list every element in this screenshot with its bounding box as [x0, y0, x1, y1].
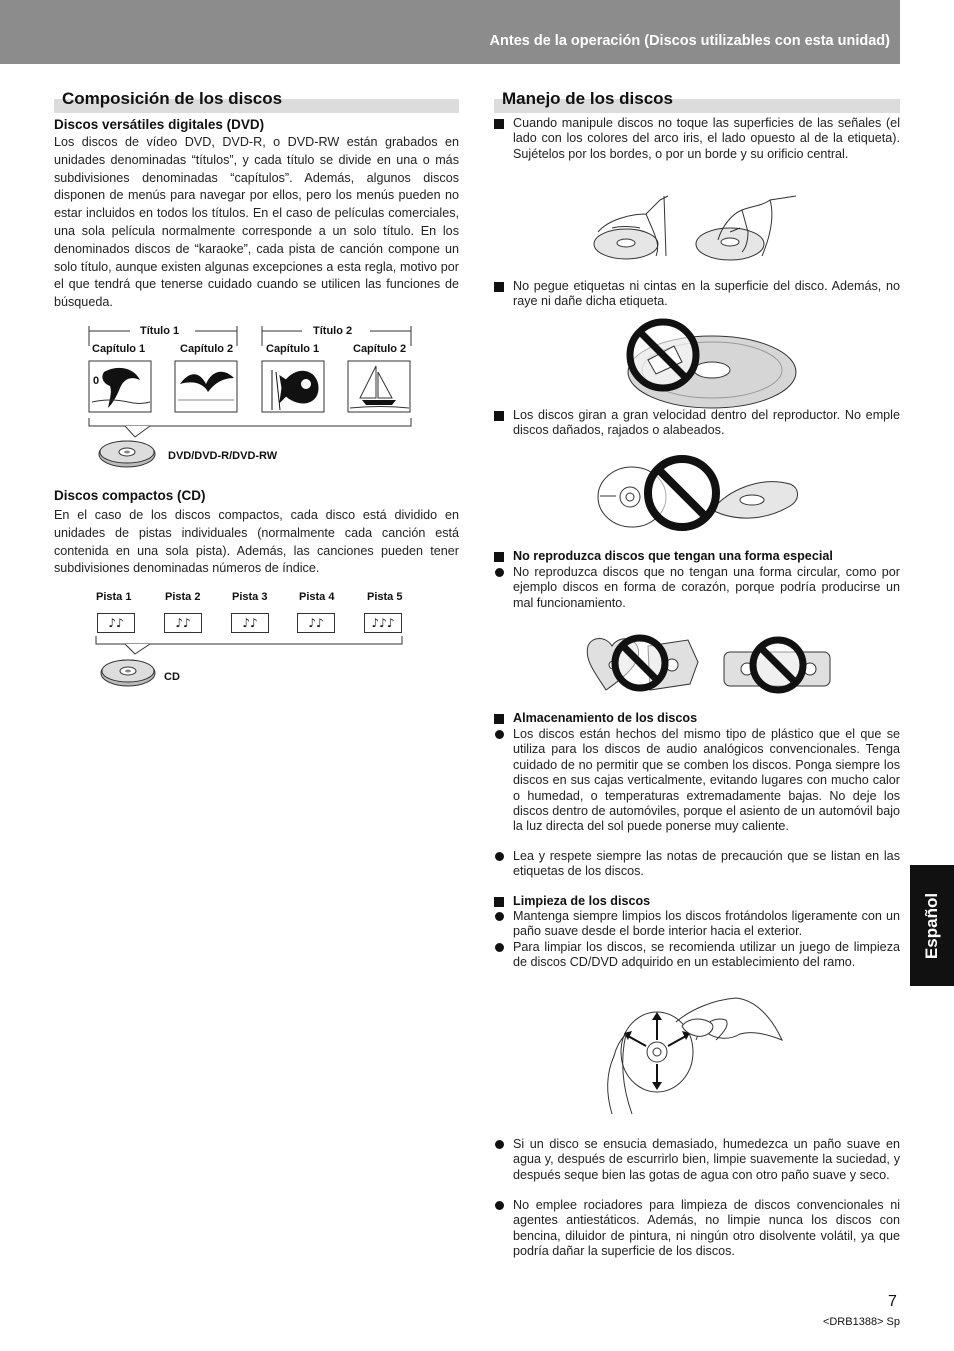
storage-bullet-2: Lea y respete siempre las notas de precaución que se listan en las etiquetas de los discos.	[494, 849, 900, 880]
handling-item-1: Cuando manipule discos no toque las superficies de las señales (el lado con los colores del arco iris, el lado opuesto al de la etiqueta). Sujételos por los bordes, o por un borde y su orificio central.	[494, 116, 900, 162]
track-label: Pista 3	[232, 591, 268, 603]
round-bullet-icon	[495, 1140, 504, 1149]
track-label: Pista 1	[96, 591, 132, 603]
dvd-body: Los discos de vídeo DVD, DVD-R, o DVD-RW están grabados en unidades denominadas “títulos”, y cada título se divide en una o más subdivisiones denominadas “capítulos”. Además, algunos discos disponen de menús para navegar por ellos, pero los menús pueden no estar incluidos en todos los títulos. En el caso de películas comerciales, una sola película normalmente corresponde a un solo título. En los denominados discos de “karaoke”, cada pista de canción compone un solo título, aunque existen algunas excepciones a esta regla, motivo por el que tendrá que tenerse cuidado cuando se utilicen las funciones de búsqueda.	[54, 135, 459, 310]
title2-label: Título 2	[313, 325, 353, 337]
chapter-label: Capítulo 2	[353, 343, 407, 355]
music-note-icon: ♪♪	[231, 613, 269, 633]
music-note-icon: ♪♪♪	[364, 613, 402, 633]
cd-heading: Discos compactos (CD)	[54, 488, 206, 503]
handling-item-2: No pegue etiquetas ni cintas en la superficie del disco. Además, no raye ni dañe dicha etiqueta.	[494, 279, 900, 310]
track-label: Pista 5	[367, 591, 403, 603]
section-title-composition-text: Composición de los discos	[62, 89, 283, 108]
language-tab	[910, 865, 954, 986]
svg-text:0: 0	[93, 375, 100, 387]
page-number: 7	[888, 1293, 897, 1310]
title1-label: Título 1	[140, 325, 180, 337]
music-note-icon: ♪♪	[164, 613, 202, 633]
music-note-icon: ♪♪	[97, 613, 135, 633]
track-label: Pista 2	[165, 591, 201, 603]
header-title: Antes de la operación (Discos utilizables con esta unidad)	[489, 33, 890, 49]
section-title-handling-text: Manejo de los discos	[502, 89, 673, 108]
cleaning-heading-item: Limpieza de los discos	[494, 894, 900, 909]
round-bullet-icon	[495, 1201, 504, 1210]
storage-bullet-1: Los discos están hechos del mismo tipo de plástico que el que se utiliza para los discos de audio analógicos convencionales. Tenga cuidado de no permitir que se comben los discos. Ponga siempre los discos en sus cajas verticalmente, evitando lugares con mucho calor o humedad, o temperaturas extremadamente bajas. No deje los discos dentro de automóviles, porque el asiento de un automóvil bajo la luz directa del sol puede ponerse muy caliente.	[494, 727, 900, 835]
chapter-label: Capítulo 1	[266, 343, 320, 355]
cd-body: En el caso de los discos compactos, cada disco está dividido en unidades de pistas individuales (normalmente cada canción está contenida en una sola pista). Además, las canciones pueden tener subdivisiones denominadas números de índice.	[54, 508, 459, 576]
language-tab-label: Español	[922, 892, 941, 959]
cleaning-bullet-1: Mantenga siempre limpios los discos frotándolos ligeramente con un paño suave desde el borde interior hacia el exterior.	[494, 909, 900, 940]
special-shape-heading-item: No reproduzca discos que tengan una forma especial	[494, 549, 900, 564]
cleaning-bullet-2: Para limpiar los discos, se recomienda utilizar un juego de limpieza de discos CD/DVD adquirido en un establecimiento del ramo.	[494, 940, 900, 971]
cleaning-bullet-3: Si un disco se ensucia demasiado, humedezca un paño suave en agua y, después de escurrirlo bien, limpie suavemente la suciedad, y después seque bien las gotas de agua con otro paño suave y seco.	[494, 1137, 900, 1183]
special-shape-bullet: No reproduzca discos que no tengan una forma circular, como por ejemplo discos en forma de corazón, porque podría producirse un mal funcionamiento.	[494, 565, 900, 611]
track-label: Pista 4	[299, 591, 335, 603]
music-note-icon: ♪♪	[297, 613, 335, 633]
handling-item-3: Los discos giran a gran velocidad dentro del reproductor. No emple discos dañados, rajados o alabeados.	[494, 408, 900, 439]
cd-disc-label: CD	[164, 671, 180, 683]
document-code: <DRB1388> Sp	[822, 1316, 900, 1328]
cleaning-bullet-4: No emplee rociadores para limpieza de discos convencionales ni agentes antiestáticos. Además, no limpie nunca los discos con bencina, diluidor de pintura, ni ningún otro disolvente volátil, ya que podría dañar la superficie de los discos.	[494, 1198, 900, 1260]
dvd-heading: Discos versátiles digitales (DVD)	[54, 117, 265, 132]
chapter-label: Capítulo 2	[180, 343, 234, 355]
chapter-label: Capítulo 1	[92, 343, 146, 355]
dvd-disc-label: DVD/DVD-R/DVD-RW	[168, 450, 278, 462]
storage-heading-item: Almacenamiento de los discos	[494, 711, 900, 726]
